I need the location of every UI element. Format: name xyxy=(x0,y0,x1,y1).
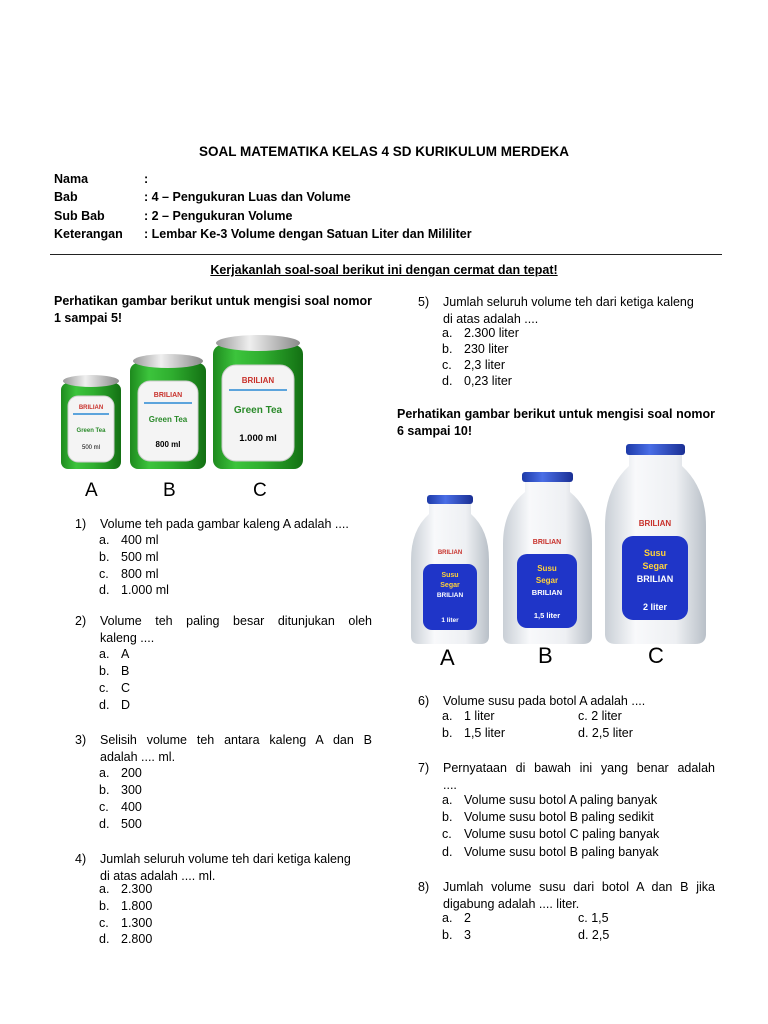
option-5a: a. 2.300 liter xyxy=(442,326,519,340)
question-number: 1) xyxy=(75,517,87,531)
question-4 xyxy=(75,851,372,885)
instruction: Kerjakanlah soal-soal berikut ini dengan cermat dan tepat! xyxy=(210,263,558,277)
option-6d: d. 2,5 liter xyxy=(578,726,633,740)
question-text: di atas adalah .... xyxy=(443,312,539,326)
can-brand: BRILIAN xyxy=(241,376,275,385)
bottle-line3: BRILIAN xyxy=(436,592,464,599)
option-7d: d. Volume susu botol B paling banyak xyxy=(442,845,659,859)
bottle-line3: BRILIAN xyxy=(531,588,563,597)
field-value: : xyxy=(144,172,149,186)
can-product: Green Tea xyxy=(148,415,188,424)
bottle-line1: Susu xyxy=(441,572,459,579)
question-text: Jumlah seluruh volume teh dari ketiga kaleng xyxy=(100,852,351,866)
can-label-b: B xyxy=(163,480,176,501)
option-8d: d. 2,5 xyxy=(578,928,610,942)
bottle-brand: BRILIAN xyxy=(638,519,672,528)
question-text: kaleng .... xyxy=(100,631,155,645)
can-c xyxy=(213,335,303,469)
question-number: 2) xyxy=(75,614,87,628)
option-7c: c. Volume susu botol C paling banyak xyxy=(442,827,660,841)
intro-bottles: Perhatikan gambar berikut untuk mengisi soal nomor 6 sampai 10! xyxy=(397,407,715,438)
question-text: Jumlah volume susu dari botol A dan B jika xyxy=(443,880,715,894)
question-5 xyxy=(418,294,718,328)
question-text: di atas adalah .... ml. xyxy=(100,869,216,883)
bottle-brand: BRILIAN xyxy=(532,539,562,546)
option-4c: c. 1.300 xyxy=(99,916,153,930)
field-value: : Lembar Ke-3 Volume dengan Satuan Liter dan Mililiter xyxy=(144,227,472,241)
option-8b: b. 3 xyxy=(442,928,471,942)
question-number: 8) xyxy=(418,880,430,894)
page-title: SOAL MATEMATIKA KELAS 4 SD KURIKULUM MERDEKA xyxy=(199,144,569,159)
bottle-line1: Susu xyxy=(537,564,557,573)
question-3 xyxy=(75,732,372,766)
can-label-a: A xyxy=(85,480,98,501)
header-divider xyxy=(50,254,722,255)
option-3c: c. 400 xyxy=(99,800,142,814)
option-8c: c. 1,5 xyxy=(578,911,609,925)
can-volume: 500 ml xyxy=(81,445,101,451)
question-2 xyxy=(75,613,372,647)
question-number: 6) xyxy=(418,694,430,708)
option-3b: b. 300 xyxy=(99,783,142,797)
option-7a: a. Volume susu botol A paling banyak xyxy=(442,793,658,807)
option-2b: b. B xyxy=(99,664,130,678)
bottle-c xyxy=(605,444,706,644)
bottle-volume: 1,5 liter xyxy=(533,611,561,620)
question-number: 4) xyxy=(75,852,87,866)
bottle-label-c: C xyxy=(648,643,664,668)
can-product: Green Tea xyxy=(76,428,106,434)
bottle-volume: 2 liter xyxy=(642,602,668,612)
option-3a: a. 200 xyxy=(99,766,142,780)
question-text: Volume susu pada botol A adalah .... xyxy=(443,694,646,708)
can-a xyxy=(61,375,121,469)
option-4b: b. 1.800 xyxy=(99,899,153,913)
option-3d: d. 500 xyxy=(99,817,142,831)
bottle-volume: 1 liter xyxy=(441,617,459,624)
option-6c: c. 2 liter xyxy=(578,709,622,723)
bottle-line1: Susu xyxy=(643,548,667,558)
option-6a: a. 1 liter xyxy=(442,709,495,723)
option-1d: d. 1.000 ml xyxy=(99,583,169,597)
question-text: digabung adalah .... liter. xyxy=(443,897,580,911)
can-b xyxy=(130,354,206,469)
bottle-line2: Segar xyxy=(535,576,559,585)
field-key: Nama xyxy=(54,172,89,186)
question-number: 5) xyxy=(418,295,430,309)
field-value: : 4 – Pengukuran Luas dan Volume xyxy=(144,190,351,204)
field-key: Sub Bab xyxy=(54,209,105,223)
option-2d: d. D xyxy=(99,698,131,712)
bottle-label-b: B xyxy=(538,643,553,668)
bottle-a xyxy=(411,495,489,644)
can-product: Green Tea xyxy=(233,405,283,416)
intro-cans: Perhatikan gambar berikut untuk mengisi soal nomor 1 sampai 5! xyxy=(54,294,372,325)
question-text: Jumlah seluruh volume teh dari ketiga kaleng xyxy=(443,295,694,309)
question-text: Volume teh pada gambar kaleng A adalah .... xyxy=(100,517,349,531)
option-6b: b. 1,5 liter xyxy=(442,726,505,740)
can-volume: 800 ml xyxy=(155,440,181,449)
question-text: Selisih volume teh antara kaleng A dan B xyxy=(100,733,372,747)
question-text: Pernyataan di bawah ini yang benar adalah xyxy=(443,761,715,775)
question-7 xyxy=(418,760,718,794)
option-1c: c. 800 ml xyxy=(99,567,159,581)
field-key: Bab xyxy=(54,190,78,204)
bottle-line2: Segar xyxy=(642,561,668,571)
question-number: 7) xyxy=(418,761,430,775)
bottle-brand: BRILIAN xyxy=(437,550,463,556)
option-8a: a. 2 xyxy=(442,911,471,925)
option-1a: a. 400 ml xyxy=(99,533,159,547)
can-label-c: C xyxy=(253,480,267,501)
question-text: .... xyxy=(443,778,457,792)
bottle-label-a: A xyxy=(440,645,455,670)
option-7b: b. Volume susu botol B paling sedikit xyxy=(442,810,654,824)
field-value: : 2 – Pengukuran Volume xyxy=(144,209,293,223)
option-5d: d. 0,23 liter xyxy=(442,374,512,388)
can-brand: BRILIAN xyxy=(153,392,183,399)
option-5c: c. 2,3 liter xyxy=(442,358,505,372)
question-text: Volume teh paling besar ditunjukan oleh xyxy=(100,614,372,628)
option-2c: c. C xyxy=(99,681,131,695)
option-2a: a. A xyxy=(99,647,130,661)
option-5b: b. 230 liter xyxy=(442,342,509,356)
bottle-line2: Segar xyxy=(440,582,460,589)
option-1b: b. 500 ml xyxy=(99,550,159,564)
option-4a: a. 2.300 xyxy=(99,882,153,896)
cans-figure xyxy=(55,333,305,473)
bottles-figure xyxy=(405,440,710,648)
option-4d: d. 2.800 xyxy=(99,932,153,946)
field-key: Keterangan xyxy=(54,227,123,241)
bottle-b xyxy=(503,472,592,644)
question-number: 3) xyxy=(75,733,87,747)
question-8 xyxy=(418,879,718,913)
can-brand: BRILIAN xyxy=(78,405,104,411)
question-text: adalah .... ml. xyxy=(100,750,176,764)
can-volume: 1.000 ml xyxy=(239,433,277,444)
bottle-line3: BRILIAN xyxy=(636,574,674,584)
